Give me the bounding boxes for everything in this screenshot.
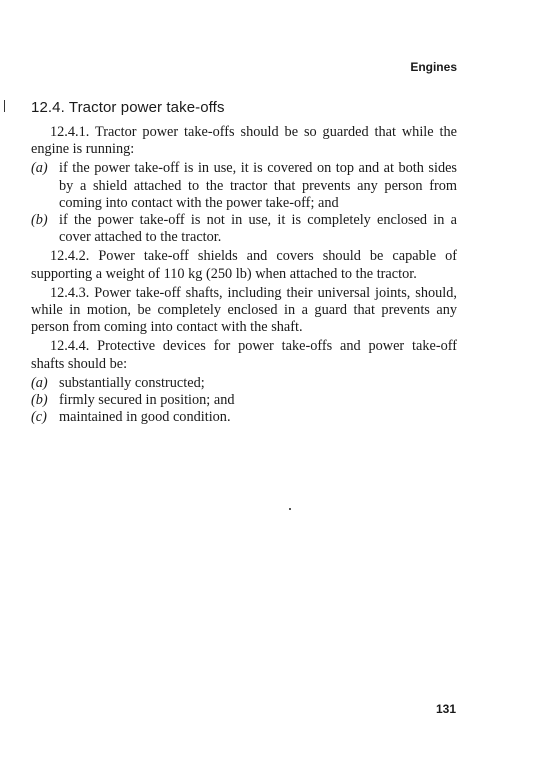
scan-speck (289, 508, 291, 510)
section-title: 12.4. Tractor power take-offs (31, 99, 225, 116)
paragraph-12-4-1: 12.4.1. Tractor power take-offs should be so guarded that while the engine is running: (31, 124, 457, 158)
list-item-label: (c) (31, 409, 47, 426)
list-item (31, 375, 457, 392)
running-head: Engines (410, 60, 457, 74)
list-item (31, 160, 457, 212)
list-item-text: maintained in good condition. (59, 409, 231, 426)
margin-mark (4, 100, 5, 112)
list-item (31, 409, 457, 426)
list-item (31, 212, 457, 246)
list-item-label: (b) (31, 212, 48, 229)
paragraph-12-4-3: 12.4.3. Power take-off shafts, including their universal joints, should, while in motion, be completely enclosed in a guard that prevents any person from coming into contact with the shaft. (31, 284, 457, 336)
list-item (31, 392, 457, 409)
body-text (31, 124, 457, 426)
paragraph-12-4-4: 12.4.4. Protective devices for power take-offs and power take-off shafts should be: (31, 338, 457, 372)
list-item-text: if the power take-off is in use, it is covered on top and at both sides by a shield attached to the tractor that prevents any person from coming into contact with the power take-off; and (59, 160, 457, 211)
list-item-label: (b) (31, 392, 48, 409)
list-item-label: (a) (31, 374, 48, 391)
paragraph-12-4-2: 12.4.2. Power take-off shields and covers should be capable of supporting a weight of 110 kg (250 lb) when attached to the tractor. (31, 248, 457, 282)
list-item-text: substantially constructed; (59, 374, 205, 391)
list-item-text: firmly secured in position; and (59, 392, 235, 409)
list-item-label: (a) (31, 160, 48, 177)
list-item-text: if the power take-off is not in use, it is completely enclosed in a cover attached to the tractor. (59, 212, 457, 246)
page-number: 131 (435, 702, 456, 716)
